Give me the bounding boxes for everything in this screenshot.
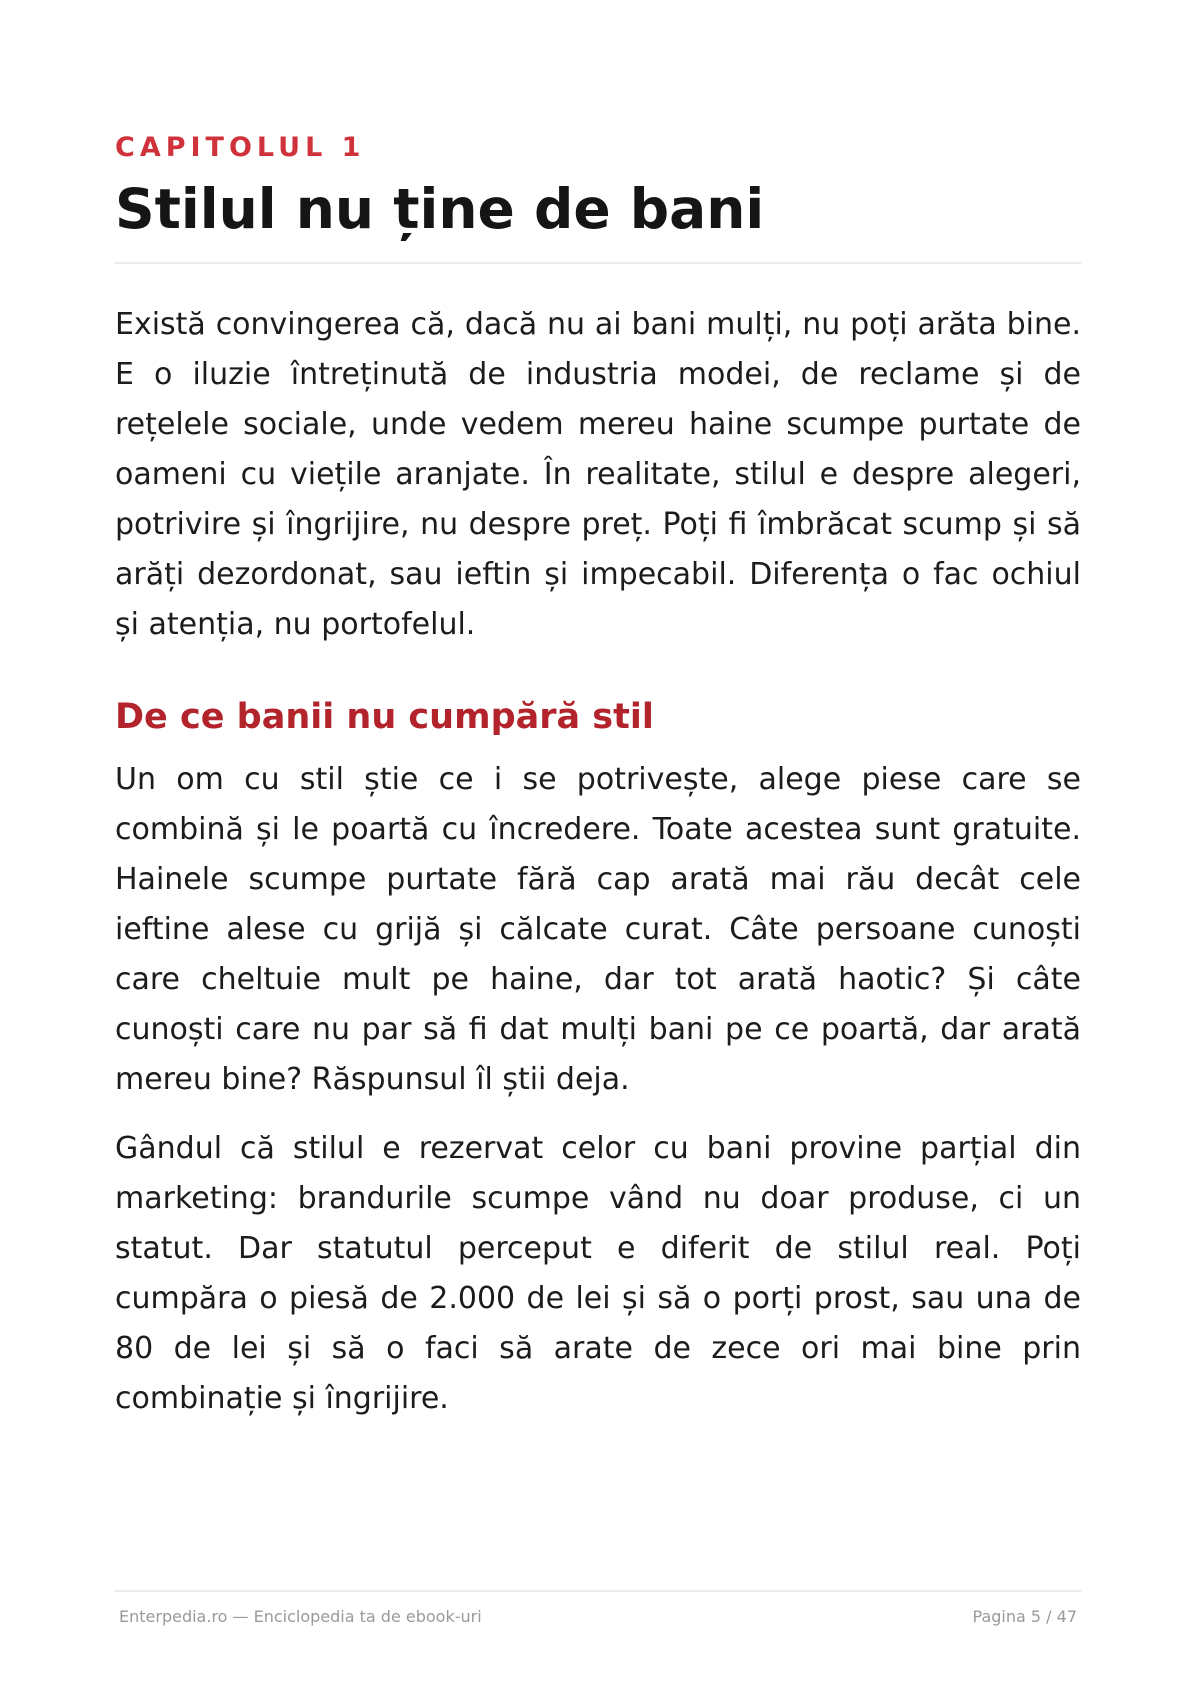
footer-page-number: Pagina 5 / 47	[972, 1607, 1077, 1626]
footer-site-text: Enterpedia.ro — Enciclopedia ta de ebook-uri	[119, 1607, 482, 1626]
title-divider	[115, 262, 1081, 264]
chapter-label: CAPITOLUL 1	[115, 132, 366, 163]
chapter-title: Stilul nu ține de bani	[115, 177, 765, 241]
section-heading: De ce banii nu cumpără stil	[115, 697, 654, 737]
footer-divider	[115, 1590, 1081, 1592]
document-page	[115, 0, 1081, 1683]
section-paragraph-2: Gândul că stilul e rezervat celor cu bani provine parțial din marketing: brandurile scumpe vând nu doar produse, ci un statut. Dar statutul perceput e diferit de stilul real. Poți cumpăra o piesă de 2.000 de lei și să o porți prost, sau una de 80 de lei și să o faci să arate de zece ori mai bine prin combinație și îngrijire.	[115, 1131, 1081, 1416]
intro-paragraph: Există convingerea că, dacă nu ai bani mulți, nu poți arăta bine. E o iluzie întreținută de industria modei, de reclame și de rețelele sociale, unde vedem mereu haine scumpe purtate de oameni cu viețile aranjate. În realitate, stilul e despre alegeri, potrivire și îngrijire, nu despre preț. Poți fi îmbrăcat scump și să arăți dezordonat, sau ieftin și impecabil. Diferența o fac ochiul și atenția, nu portofelul.	[115, 307, 1081, 642]
section-paragraph-1: Un om cu stil știe ce i se potrivește, alege piese care se combină și le poartă cu încredere. Toate acestea sunt gratuite. Hainele scumpe purtate fără cap arată mai rău decât cele ieftine alese cu grijă și călcate curat. Câte persoane cunoști care cheltuie mult pe haine, dar tot arată haotic? Și câte cunoști care nu par să fi dat mulți bani pe ce poartă, dar arată mereu bine? Răspunsul îl știi deja.	[115, 762, 1081, 1097]
